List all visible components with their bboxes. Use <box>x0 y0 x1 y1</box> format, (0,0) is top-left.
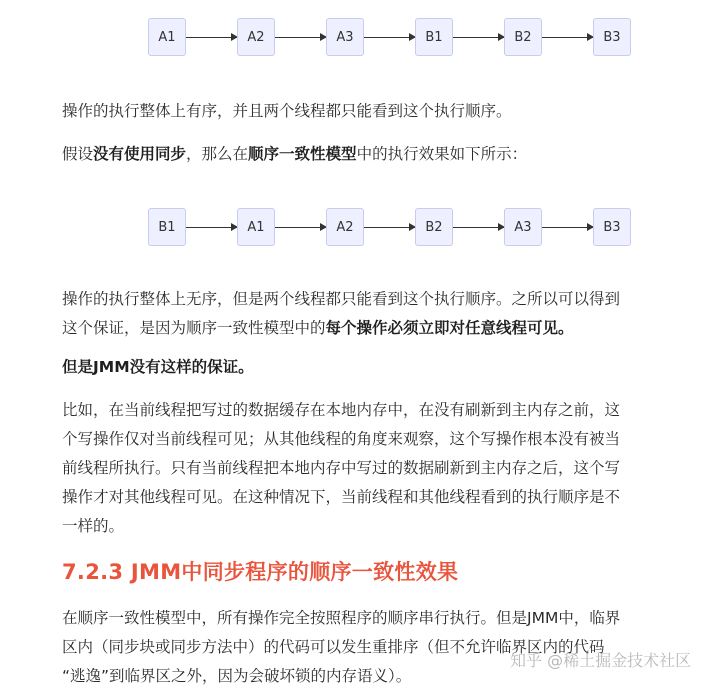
flow-arrow <box>186 37 237 38</box>
paragraph-ordered: 操作的执行整体上有序，并且两个线程都只能看到这个执行顺序。 <box>62 102 512 120</box>
flow-node: B1 <box>148 208 186 246</box>
flow-node: A1 <box>148 18 186 56</box>
flow-arrow <box>275 227 326 228</box>
flow-arrow <box>186 227 237 228</box>
paragraph-assumption: 假设没有使用同步，那么在顺序一致性模型中的执行效果如下所示： <box>62 145 528 163</box>
flow-node: B1 <box>415 18 453 56</box>
watermark: 知乎 @稀土掘金技术社区 <box>510 651 692 670</box>
flow-arrow <box>364 227 415 228</box>
paragraph-example: 比如，在当前线程把写过的数据缓存在本地内存中，在没有刷新到主内存之前，这 个写操作仅对当前线程可见；从其他线程的角度来观察，这个写操作根本没有被当 前线程所执行。只有当前线程把本地内存中写过的数据刷新到主内存之后，这个写 操作才对其他线程可见。在这种情况下，当前线程和其他线程看到的执行顺序是不 一样的。 <box>62 401 621 535</box>
paragraph-unordered: 操作的执行整体上无序，但是两个线程都只能看到这个执行顺序。之所以可以得到 这个保证，是因为顺序一致性模型中的每个操作必须立即对任意线程可见。 <box>62 290 621 337</box>
flow-node: B3 <box>593 18 631 56</box>
flow-node: B3 <box>593 208 631 246</box>
flow-node: A3 <box>326 18 364 56</box>
section-heading: 7.2.3 JMM中同步程序的顺序一致性效果 <box>62 560 459 584</box>
flow-diagram-unordered <box>0 208 720 268</box>
paragraph-jmm-no-guarantee: 但是JMM没有这样的保证。 <box>62 358 254 376</box>
flow-arrow <box>453 37 504 38</box>
flow-arrow <box>275 37 326 38</box>
flow-node: A2 <box>237 18 275 56</box>
flow-node: A3 <box>504 208 542 246</box>
flow-arrow <box>542 227 593 228</box>
flow-node: A2 <box>326 208 364 246</box>
flow-arrow <box>364 37 415 38</box>
flow-diagram-ordered <box>0 18 720 78</box>
flow-node: B2 <box>504 18 542 56</box>
flow-node: B2 <box>415 208 453 246</box>
flow-node: A1 <box>237 208 275 246</box>
flow-arrow <box>542 37 593 38</box>
paragraph-sync-program: 在顺序一致性模型中，所有操作完全按照程序的顺序串行执行。但是JMM中，临界 区内（同步块或同步方法中）的代码可以发生重排序（但不允许临界区内的代码 “逃逸”到临界区之外，因为会破坏锁的内存语义）。 <box>62 609 621 685</box>
flow-arrow <box>453 227 504 228</box>
